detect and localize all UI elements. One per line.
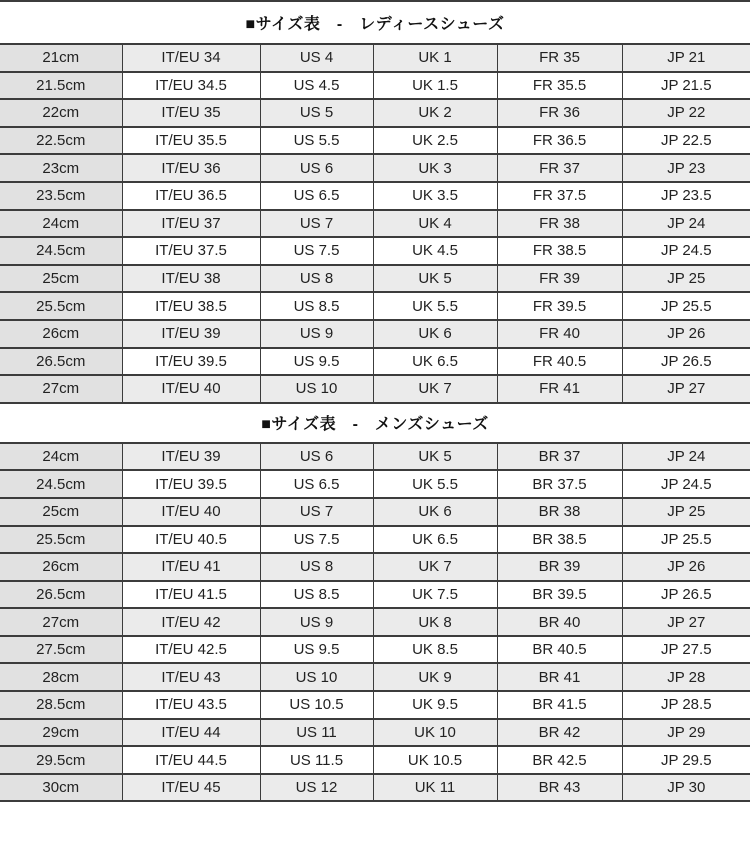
size-value-cell: BR 39	[497, 553, 622, 581]
size-cm-cell: 27cm	[0, 608, 122, 636]
size-value-cell: JP 27	[622, 608, 750, 636]
size-value-cell: US 11.5	[260, 746, 373, 774]
size-value-cell: JP 21.5	[622, 72, 750, 100]
size-value-cell: IT/EU 34	[122, 44, 260, 72]
size-value-cell: US 4.5	[260, 72, 373, 100]
size-value-cell: US 6.5	[260, 182, 373, 210]
size-value-cell: JP 26.5	[622, 348, 750, 376]
size-value-cell: US 8	[260, 553, 373, 581]
table-row	[0, 581, 750, 609]
size-value-cell: FR 36	[497, 99, 622, 127]
size-cm-cell: 29cm	[0, 719, 122, 747]
size-cm-cell: 21cm	[0, 44, 122, 72]
size-value-cell: US 7	[260, 498, 373, 526]
size-value-cell: IT/EU 37.5	[122, 237, 260, 265]
size-value-cell: BR 40	[497, 608, 622, 636]
size-value-cell: FR 39.5	[497, 292, 622, 320]
size-value-cell: UK 1	[373, 44, 497, 72]
size-value-cell: JP 25	[622, 498, 750, 526]
size-value-cell: UK 8	[373, 608, 497, 636]
size-value-cell: US 9.5	[260, 348, 373, 376]
size-value-cell: IT/EU 38.5	[122, 292, 260, 320]
size-cm-cell: 23.5cm	[0, 182, 122, 210]
size-value-cell: IT/EU 42.5	[122, 636, 260, 664]
ladies-size-table-body	[0, 44, 750, 403]
size-value-cell: JP 24.5	[622, 470, 750, 498]
table-row	[0, 237, 750, 265]
size-value-cell: FR 38	[497, 210, 622, 238]
size-cm-cell: 22cm	[0, 99, 122, 127]
ladies-size-table-title: ■サイズ表 - レディースシューズ	[245, 16, 505, 33]
size-value-cell: UK 4.5	[373, 237, 497, 265]
table-row	[0, 292, 750, 320]
table-row	[0, 210, 750, 238]
size-value-cell: UK 3.5	[373, 182, 497, 210]
table-row	[0, 774, 750, 802]
table-row	[0, 99, 750, 127]
size-cm-cell: 30cm	[0, 774, 122, 802]
size-value-cell: UK 6	[373, 320, 497, 348]
size-value-cell: UK 6.5	[373, 526, 497, 554]
size-cm-cell: 26.5cm	[0, 348, 122, 376]
table-row	[0, 691, 750, 719]
size-value-cell: BR 37.5	[497, 470, 622, 498]
size-value-cell: JP 23.5	[622, 182, 750, 210]
size-value-cell: BR 41	[497, 663, 622, 691]
size-value-cell: IT/EU 43.5	[122, 691, 260, 719]
size-value-cell: JP 29.5	[622, 746, 750, 774]
size-value-cell: US 12	[260, 774, 373, 802]
size-cm-cell: 24cm	[0, 210, 122, 238]
size-value-cell: UK 3	[373, 154, 497, 182]
size-cm-cell: 27cm	[0, 375, 122, 403]
ladies-size-table	[0, 43, 750, 404]
size-value-cell: IT/EU 39	[122, 320, 260, 348]
size-value-cell: FR 37.5	[497, 182, 622, 210]
size-value-cell: FR 35	[497, 44, 622, 72]
size-value-cell: BR 43	[497, 774, 622, 802]
size-value-cell: US 9.5	[260, 636, 373, 664]
size-value-cell: US 5.5	[260, 127, 373, 155]
size-value-cell: US 6	[260, 443, 373, 471]
size-value-cell: IT/EU 41	[122, 553, 260, 581]
size-value-cell: US 8.5	[260, 292, 373, 320]
size-value-cell: JP 26	[622, 553, 750, 581]
mens-size-table	[0, 442, 750, 803]
size-value-cell: UK 10.5	[373, 746, 497, 774]
size-value-cell: BR 42.5	[497, 746, 622, 774]
size-value-cell: FR 40.5	[497, 348, 622, 376]
table-row	[0, 375, 750, 403]
size-value-cell: FR 39	[497, 265, 622, 293]
table-row	[0, 443, 750, 471]
size-value-cell: IT/EU 39	[122, 443, 260, 471]
size-value-cell: FR 38.5	[497, 237, 622, 265]
size-cm-cell: 26cm	[0, 553, 122, 581]
table-row	[0, 526, 750, 554]
size-value-cell: JP 24.5	[622, 237, 750, 265]
size-value-cell: JP 22	[622, 99, 750, 127]
table-row	[0, 265, 750, 293]
size-value-cell: US 10.5	[260, 691, 373, 719]
size-value-cell: FR 37	[497, 154, 622, 182]
size-cm-cell: 26.5cm	[0, 581, 122, 609]
size-value-cell: UK 9.5	[373, 691, 497, 719]
size-value-cell: US 5	[260, 99, 373, 127]
size-value-cell: JP 27.5	[622, 636, 750, 664]
size-value-cell: BR 37	[497, 443, 622, 471]
size-value-cell: IT/EU 36.5	[122, 182, 260, 210]
size-value-cell: IT/EU 40	[122, 498, 260, 526]
size-cm-cell: 22.5cm	[0, 127, 122, 155]
size-value-cell: BR 41.5	[497, 691, 622, 719]
size-cm-cell: 25.5cm	[0, 526, 122, 554]
size-value-cell: UK 6	[373, 498, 497, 526]
size-value-cell: IT/EU 37	[122, 210, 260, 238]
size-value-cell: US 6.5	[260, 470, 373, 498]
size-cm-cell: 21.5cm	[0, 72, 122, 100]
size-value-cell: BR 38.5	[497, 526, 622, 554]
size-value-cell: BR 38	[497, 498, 622, 526]
size-value-cell: IT/EU 41.5	[122, 581, 260, 609]
size-value-cell: US 4	[260, 44, 373, 72]
size-value-cell: US 8.5	[260, 581, 373, 609]
table-row	[0, 127, 750, 155]
table-row	[0, 348, 750, 376]
table-row	[0, 320, 750, 348]
size-cm-cell: 25cm	[0, 498, 122, 526]
size-value-cell: JP 22.5	[622, 127, 750, 155]
size-value-cell: IT/EU 36	[122, 154, 260, 182]
size-value-cell: JP 23	[622, 154, 750, 182]
size-value-cell: JP 28.5	[622, 691, 750, 719]
size-cm-cell: 28cm	[0, 663, 122, 691]
table-row	[0, 746, 750, 774]
size-value-cell: BR 42	[497, 719, 622, 747]
size-value-cell: BR 39.5	[497, 581, 622, 609]
size-value-cell: UK 7	[373, 553, 497, 581]
size-value-cell: US 9	[260, 320, 373, 348]
size-value-cell: FR 36.5	[497, 127, 622, 155]
size-value-cell: UK 5.5	[373, 470, 497, 498]
size-value-cell: IT/EU 44	[122, 719, 260, 747]
size-value-cell: JP 30	[622, 774, 750, 802]
table-row	[0, 470, 750, 498]
size-value-cell: UK 7.5	[373, 581, 497, 609]
size-cm-cell: 24cm	[0, 443, 122, 471]
table-row	[0, 44, 750, 72]
size-value-cell: UK 2.5	[373, 127, 497, 155]
size-value-cell: UK 4	[373, 210, 497, 238]
size-value-cell: JP 25.5	[622, 526, 750, 554]
size-value-cell: IT/EU 39.5	[122, 470, 260, 498]
size-value-cell: US 7.5	[260, 526, 373, 554]
size-value-cell: US 7	[260, 210, 373, 238]
size-cm-cell: 29.5cm	[0, 746, 122, 774]
size-value-cell: JP 26	[622, 320, 750, 348]
size-value-cell: IT/EU 44.5	[122, 746, 260, 774]
size-value-cell: JP 24	[622, 443, 750, 471]
size-value-cell: JP 25.5	[622, 292, 750, 320]
size-cm-cell: 26cm	[0, 320, 122, 348]
size-value-cell: BR 40.5	[497, 636, 622, 664]
table-row	[0, 553, 750, 581]
size-value-cell: JP 27	[622, 375, 750, 403]
size-cm-cell: 25.5cm	[0, 292, 122, 320]
size-value-cell: JP 25	[622, 265, 750, 293]
mens-size-table-body	[0, 443, 750, 802]
size-value-cell: UK 5.5	[373, 292, 497, 320]
size-value-cell: IT/EU 39.5	[122, 348, 260, 376]
size-cm-cell: 24.5cm	[0, 470, 122, 498]
size-value-cell: IT/EU 43	[122, 663, 260, 691]
table-row	[0, 182, 750, 210]
size-value-cell: IT/EU 40.5	[122, 526, 260, 554]
size-cm-cell: 27.5cm	[0, 636, 122, 664]
table-row	[0, 719, 750, 747]
size-value-cell: IT/EU 38	[122, 265, 260, 293]
size-value-cell: UK 5	[373, 443, 497, 471]
size-value-cell: JP 24	[622, 210, 750, 238]
size-cm-cell: 23cm	[0, 154, 122, 182]
size-value-cell: US 8	[260, 265, 373, 293]
size-value-cell: IT/EU 42	[122, 608, 260, 636]
size-value-cell: UK 10	[373, 719, 497, 747]
size-cm-cell: 25cm	[0, 265, 122, 293]
size-value-cell: US 6	[260, 154, 373, 182]
size-value-cell: US 9	[260, 608, 373, 636]
size-value-cell: FR 40	[497, 320, 622, 348]
size-value-cell: UK 11	[373, 774, 497, 802]
table-row	[0, 663, 750, 691]
size-value-cell: FR 41	[497, 375, 622, 403]
size-value-cell: UK 2	[373, 99, 497, 127]
size-value-cell: US 11	[260, 719, 373, 747]
size-value-cell: US 10	[260, 375, 373, 403]
size-value-cell: UK 5	[373, 265, 497, 293]
size-value-cell: FR 35.5	[497, 72, 622, 100]
table-row	[0, 154, 750, 182]
size-value-cell: UK 8.5	[373, 636, 497, 664]
mens-size-table-title: ■サイズ表 - メンズシューズ	[261, 416, 489, 434]
size-value-cell: UK 6.5	[373, 348, 497, 376]
size-value-cell: US 10	[260, 663, 373, 691]
size-value-cell: UK 9	[373, 663, 497, 691]
size-value-cell: US 7.5	[260, 237, 373, 265]
size-value-cell: IT/EU 35	[122, 99, 260, 127]
size-cm-cell: 24.5cm	[0, 237, 122, 265]
size-cm-cell: 28.5cm	[0, 691, 122, 719]
size-value-cell: JP 26.5	[622, 581, 750, 609]
table-row	[0, 72, 750, 100]
size-value-cell: IT/EU 34.5	[122, 72, 260, 100]
size-value-cell: UK 7	[373, 375, 497, 403]
size-value-cell: JP 29	[622, 719, 750, 747]
table-row	[0, 636, 750, 664]
size-value-cell: IT/EU 35.5	[122, 127, 260, 155]
size-value-cell: UK 1.5	[373, 72, 497, 100]
size-value-cell: IT/EU 45	[122, 774, 260, 802]
size-value-cell: IT/EU 40	[122, 375, 260, 403]
table-row	[0, 498, 750, 526]
size-value-cell: JP 21	[622, 44, 750, 72]
size-value-cell: JP 28	[622, 663, 750, 691]
table-row	[0, 608, 750, 636]
